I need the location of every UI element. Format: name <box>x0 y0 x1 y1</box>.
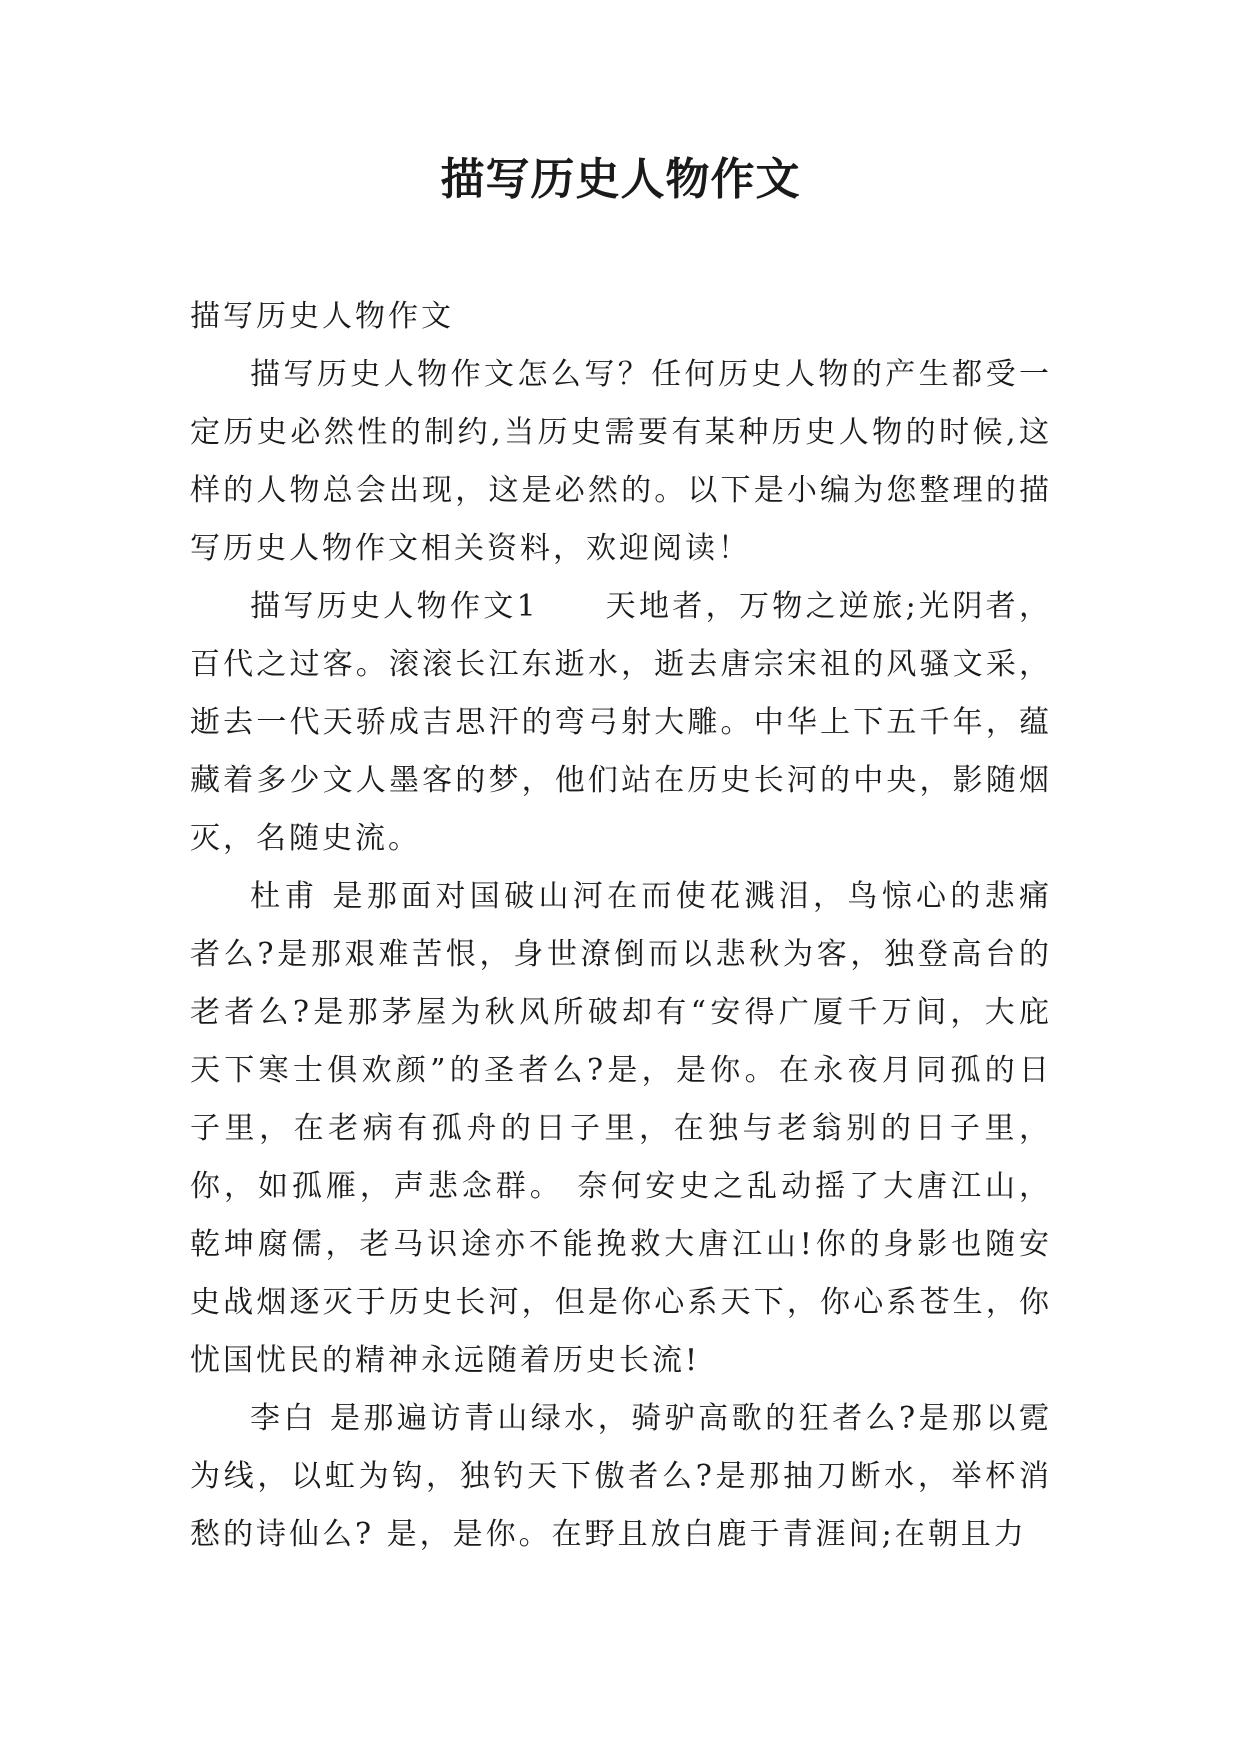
paragraph-essay-1: 描写历史人物作文1 天地者，万物之逆旅;光阴者，百代之过客。滚滚长江东逝水，逝去唐宗宋祖的风骚文采，逝去一代天骄成吉思汗的弯弓射大雕。中华上下五千年，蕴藏着多少文人墨客的梦，他们站在历史长河的中央，影随烟灭，名随史流。 <box>190 589 1052 856</box>
document-body <box>190 288 1052 1564</box>
paragraph-du-fu: 杜甫 是那面对国破山河在而使花溅泪，鸟惊心的悲痛者么?是那艰难苦恨，身世潦倒而以悲秋为客，独登高台的老者么?是那茅屋为秋风所破却有“安得广厦千万间，大庇天下寒士俱欢颜”的圣者么?是，是你。在永夜月同孤的日子里，在老病有孤舟的日子里，在独与老翁别的日子里，你，如孤雁，声悲念群。 奈何安史之乱动摇了大唐江山，乾坤腐儒，老马识途亦不能挽救大唐江山!你的身影也随安史战烟逐灭于历史长河，但是你心系天下，你心系苍生，你忧国忧民的精神永远随着历史长流! <box>190 879 1052 1378</box>
document-title: 描写历史人物作文 <box>440 154 801 205</box>
paragraph-intro: 描写历史人物作文怎么写？任何历史人物的产生都受一定历史必然性的制约,当历史需要有某种历史人物的时候,这样的人物总会出现，这是必然的。以下是小编为您整理的描写历史人物作文相关资料，欢迎阅读！ <box>190 357 1052 566</box>
paragraph-li-bai: 李白 是那遍访青山绿水，骑驴高歌的狂者么?是那以霓为线，以虹为钩，独钓天下傲者么?是那抽刀断水，举杯消愁的诗仙么? 是，是你。在野且放白鹿于青涯间;在朝且力 <box>190 1401 1052 1552</box>
document-subtitle: 描写历史人物作文 <box>190 299 454 334</box>
